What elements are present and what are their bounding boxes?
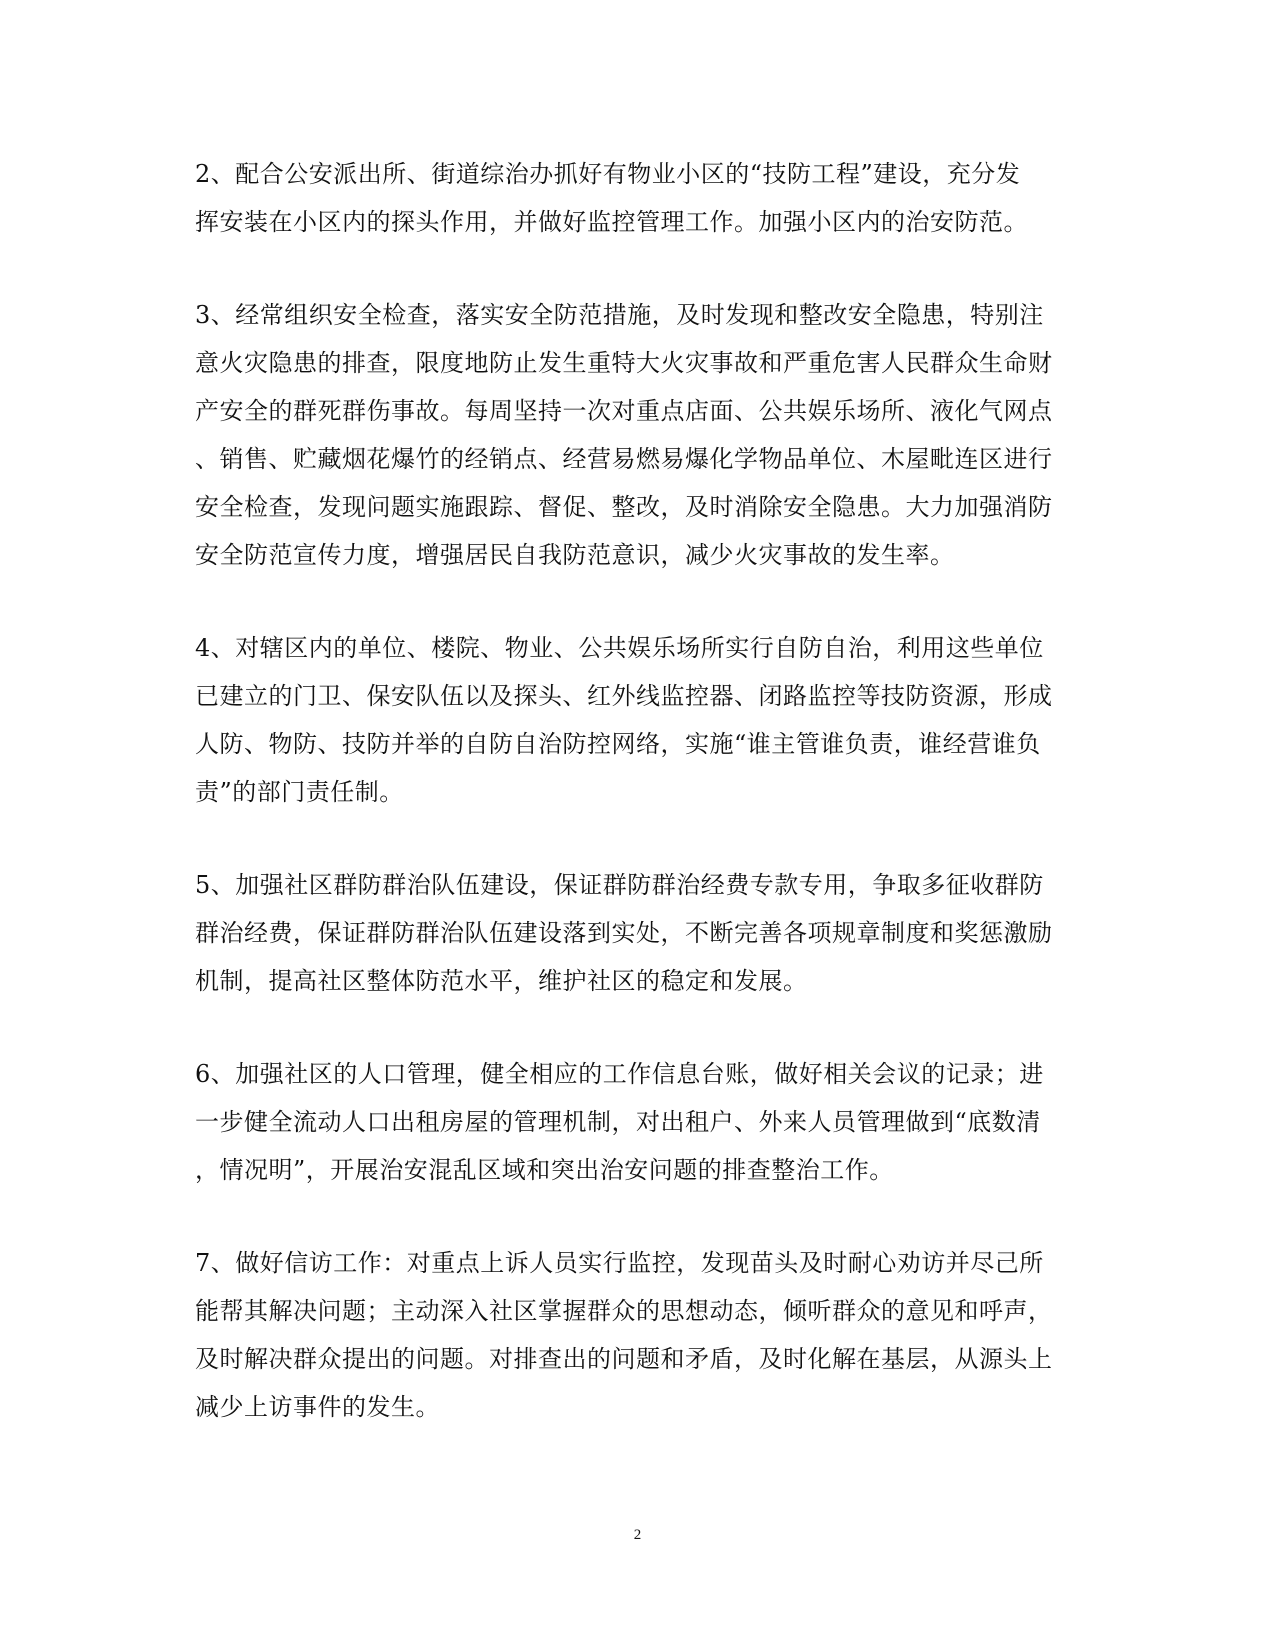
paragraph-line: 及时解决群众提出的问题。对排查出的问题和矛盾，及时化解在基层，从源头上 (195, 1345, 1053, 1373)
paragraph-item-4 (195, 624, 1075, 816)
paragraph-line: 能帮其解决问题；主动深入社区掌握群众的思想动态，倾听群众的意见和呼声， (195, 1297, 1053, 1325)
paragraph-line: 责”的部门责任制。 (195, 778, 404, 806)
document-body (195, 150, 1075, 1476)
paragraph-item-6 (195, 1050, 1075, 1194)
paragraph-line: 已建立的门卫、保安队伍以及探头、红外线监控器、闭路监控等技防资源，形成 (195, 682, 1053, 710)
paragraph-line: 安全防范宣传力度，增强居民自我防范意识，减少火灾事故的发生率。 (195, 541, 955, 569)
paragraph-line: 意火灾隐患的排查，限度地防止发生重特大火灾事故和严重危害人民群众生命财 (195, 349, 1053, 377)
paragraph-line: 挥安装在小区内的探头作用，并做好监控管理工作。加强小区内的治安防范。 (195, 208, 1028, 236)
paragraph-line: 人防、物防、技防并举的自防自治防控网络，实施“谁主管谁负责，谁经营谁负 (195, 730, 1041, 758)
paragraph-line: ，情况明”，开展治安混乱区域和突出治安问题的排查整治工作。 (195, 1156, 894, 1184)
paragraph-item-5 (195, 861, 1075, 1005)
paragraph-item-2 (195, 150, 1075, 246)
paragraph-line: 减少上访事件的发生。 (195, 1393, 440, 1421)
paragraph-line: 、销售、贮藏烟花爆竹的经销点、经营易燃易爆化学物品单位、木屋毗连区进行 (195, 445, 1053, 473)
paragraph-line: 群治经费，保证群防群治队伍建设落到实处，不断完善各项规章制度和奖惩激励 (195, 919, 1053, 947)
paragraph-line: 3、经常组织安全检查，落实安全防范措施，及时发现和整改安全隐患，特别注 (195, 301, 1044, 329)
paragraph-line: 2、配合公安派出所、街道综治办抓好有物业小区的“技防工程”建设，充分发 (195, 160, 1021, 188)
paragraph-line: 一步健全流动人口出租房屋的管理机制，对出租户、外来人员管理做到“底数清 (195, 1108, 1041, 1136)
paragraph-item-3 (195, 291, 1075, 579)
paragraph-item-7 (195, 1239, 1075, 1431)
paragraph-line: 5、加强社区群防群治队伍建设，保证群防群治经费专款专用，争取多征收群防 (195, 871, 1044, 899)
paragraph-line: 安全检查，发现问题实施跟踪、督促、整改，及时消除安全隐患。大力加强消防 (195, 493, 1053, 521)
paragraph-line: 产安全的群死群伤事故。每周坚持一次对重点店面、公共娱乐场所、液化气网点 (195, 397, 1053, 425)
paragraph-line: 机制，提高社区整体防范水平，维护社区的稳定和发展。 (195, 967, 808, 995)
paragraph-line: 4、对辖区内的单位、楼院、物业、公共娱乐场所实行自防自治，利用这些单位 (195, 634, 1044, 662)
paragraph-line: 6、加强社区的人口管理，健全相应的工作信息台账，做好相关会议的记录；进 (195, 1060, 1044, 1088)
paragraph-line: 7、做好信访工作：对重点上诉人员实行监控，发现苗头及时耐心劝访并尽己所 (195, 1249, 1044, 1277)
page-number: 2 (633, 1527, 642, 1543)
